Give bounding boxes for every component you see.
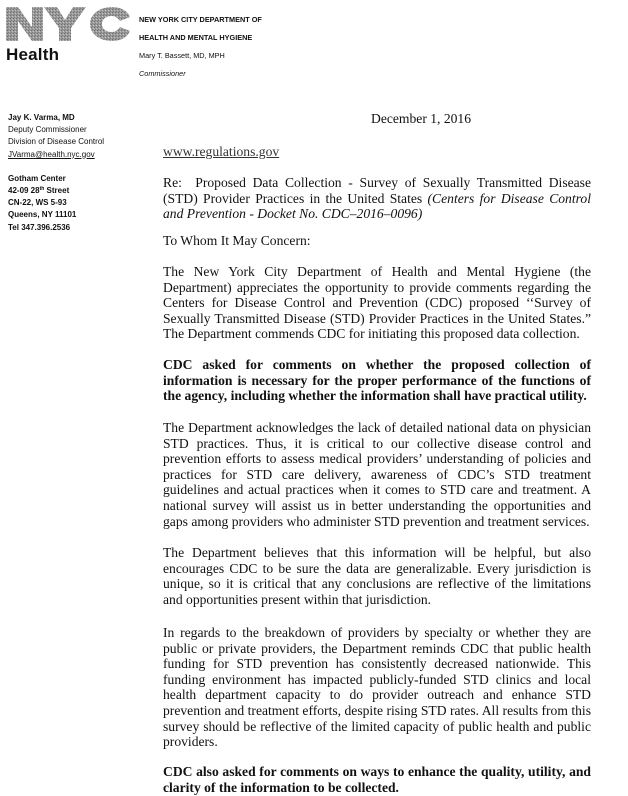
agency-name-line2: HEALTH AND MENTAL HYGIENE	[139, 33, 253, 42]
nyc-health-logo	[4, 3, 132, 45]
spacer	[8, 161, 148, 173]
question-heading-quality: CDC also asked for comments on ways to enhance the quality, utility, and clarity of the information to be collected.	[163, 764, 591, 795]
agency-header	[139, 11, 262, 83]
office-street	[8, 185, 148, 197]
agency-name-line1: NEW YORK CITY DEPARTMENT OF	[139, 15, 262, 24]
sender-division: Division of Disease Control	[8, 137, 105, 147]
office-name: Gotham Center	[8, 173, 66, 183]
street-number: 42-09 28	[8, 186, 40, 196]
commissioner-name: Mary T. Bassett, MD, MPH	[139, 51, 225, 60]
office-city: Queens, NY 11101	[8, 210, 77, 220]
paragraph-intro: The New York City Department of Health and Mental Hygiene (the Department) appreciates the opportunity to provide comments regarding the Centers for Disease Control and Prevention (CDC) proposed ‘‘Survey of Sexually Transmitted Disease (STD) Provider Practices in the United States.” The Department commends CDC for initiating this proposed data collection.	[163, 264, 591, 342]
commissioner-title: Commissioner	[139, 69, 186, 78]
paragraph-acknowledgement: The Department acknowledges the lack of detailed national data on physician STD practices. Thus, it is critical to our collective disease control and prevention efforts to assess medical providers’ understanding of policies and practices for STD care delivery, awareness of CDC’s STD treatment guidelines and actual practices when it comes to STD care and treatment. A national survey will assist us in better understanding the opportunities and gaps among providers who administer STD prevention and treatment services.	[163, 420, 591, 529]
street-name: Street	[44, 186, 70, 196]
letter-date: December 1, 2016	[371, 111, 472, 126]
recipient-url-link[interactable]: www.regulations.gov	[163, 144, 280, 159]
re-text: Proposed Data Collection - Survey of Sexually Transmitted Disease (STD) Provider Practices in the United States	[163, 175, 595, 206]
salutation: To Whom It May Concern:	[163, 233, 311, 248]
sender-email-link[interactable]: JVarma@health.nyc.gov	[8, 149, 95, 159]
nyc-logo-icon	[4, 3, 132, 45]
subject-line	[163, 175, 595, 222]
street-suffix: th	[39, 186, 45, 193]
question-heading-utility: CDC asked for comments on whether the proposed collection of information is necessary for the proper performance of the functions of the agency, including whether the information shall have practical utility.	[163, 357, 591, 404]
paragraph-generalizability: The Department believes that this information will be helpful, but also encourages CDC to be sure the data are generalizable. Every jurisdiction is unique, so it is critical that any conclusions are reflective of the limitations and opportunities present within that jurisdiction.	[163, 545, 591, 607]
office-suite: CN-22, WS 5-93	[8, 198, 67, 208]
office-phone: Tel 347.396.2536	[8, 222, 71, 232]
paragraph-funding: In regards to the breakdown of providers by specialty or whether they are public or private providers, the Department reminds CDC that public health funding for STD prevention has consistently decreased nationwide. This funding environment has impacted publicly-funded STD clinics and local health department capacity to do provider outreach and enhance STD prevention and treatment efforts, despite rising STD rates. All results from this survey should be reflective of the limited capacity of public health and public providers.	[163, 625, 591, 750]
re-docket: (Centers for Disease Control and Prevention - Docket No. CDC–2016–0096)	[163, 190, 591, 222]
sender-name: Jay K. Varma, MD	[8, 113, 75, 122]
logo-health-label: Health	[6, 45, 60, 64]
re-label: Re:	[163, 175, 182, 190]
sender-contact-block	[8, 112, 148, 234]
sender-title: Deputy Commissioner	[8, 125, 87, 135]
